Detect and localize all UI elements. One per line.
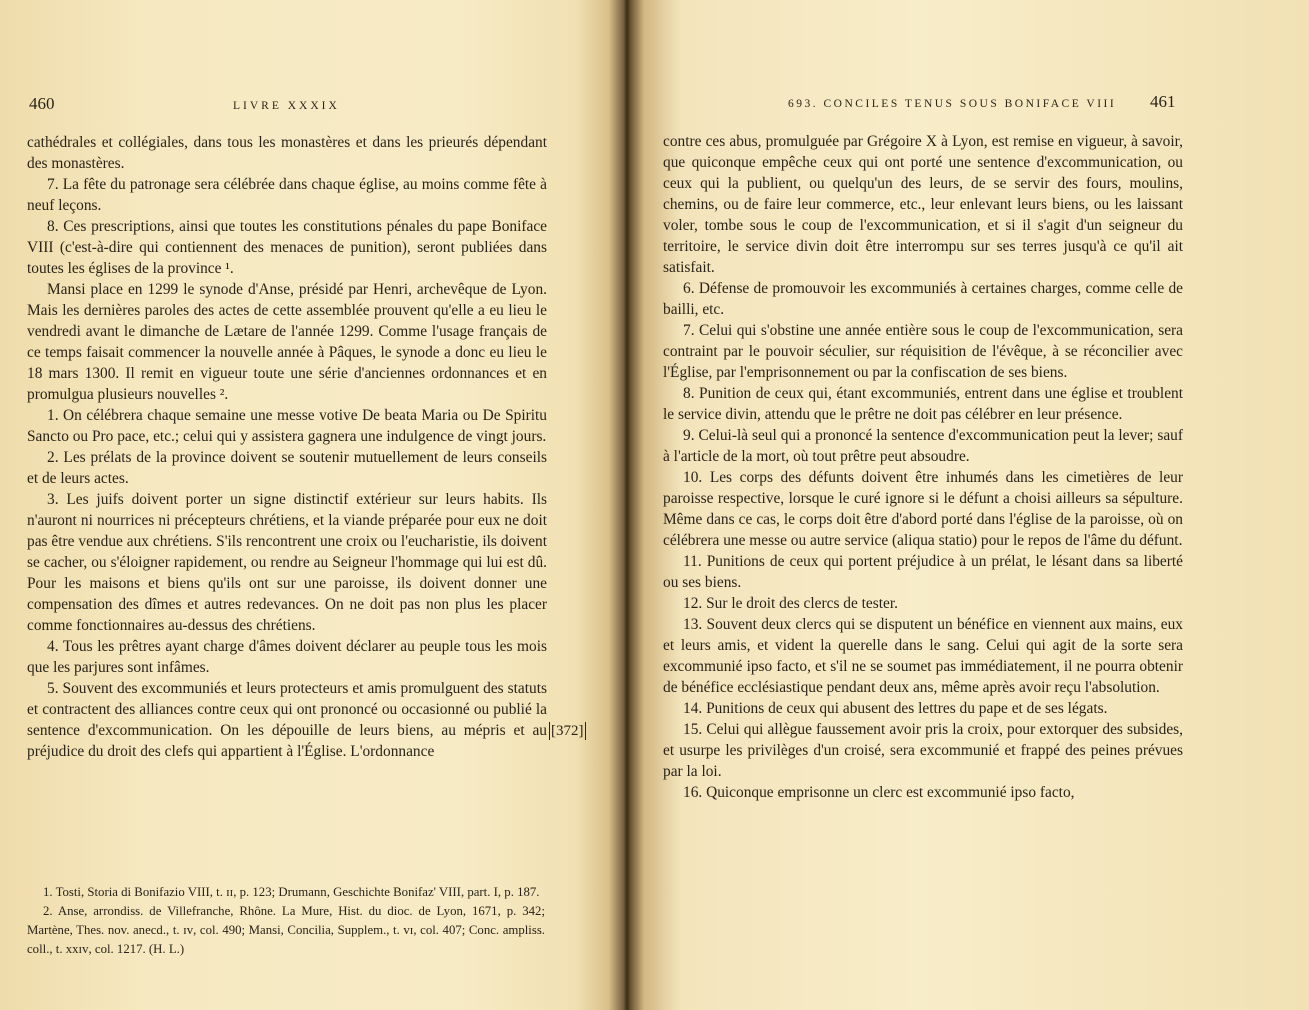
page-body xyxy=(27,132,547,762)
paragraph: 1. On célébrera chaque semaine une messe votive De beata Maria ou De Spiritu Sancto ou Pro pace, etc.; celui qui y assistera gagnera une indulgence de vingt jours. xyxy=(27,407,547,445)
paragraph: 7. La fête du patronage sera célébrée dans chaque église, au moins comme fête à neuf leçons. xyxy=(27,176,547,214)
footnotes xyxy=(27,883,545,959)
paragraph: contre ces abus, promulguée par Grégoire X à Lyon, est remise en vigueur, à savoir, que quiconque empêche ceux qui ont porté une sentence d'excommunication, ou ceux qui la publient, ou quelqu'un des leurs, de se servir des fours, moulins, chemins, ou de faire leur commerce, etc., leur enlevant leurs biens, ou les laissant voler, tombe sous le coup de l'excommunication, et si il s'agit d'un seigneur du territoire, le service divin doit être interrompu sur ses terres jusqu'à ce qu'il ait satisfait. xyxy=(663,133,1183,276)
paragraph: 8. Ces prescriptions, ainsi que toutes les constitutions pénales du pape Boniface VIII (c'est-à-dire qui contiennent des menaces de punition), seront publiées dans toutes les églises de la province ¹. xyxy=(27,218,547,277)
paragraph: 12. Sur le droit des clercs de tester. xyxy=(683,595,898,612)
paragraph: 14. Punitions de ceux qui abusent des lettres du pape et de ses légats. xyxy=(683,700,1108,717)
paragraph: 4. Tous les prêtres ayant charge d'âmes doivent déclarer au peuple tous les mois que les parjures sont infâmes. xyxy=(27,638,547,676)
paragraph: 3. Les juifs doivent porter un signe distinctif extérieur sur leurs habits. Ils n'auront ni nourrices ni précepteurs chrétiens, et la viande préparée pour eux ne doit pas être vendue aux chrétiens. S'ils rencontrent une croix ou l'eucharistie, ils doivent se cacher, ou s'éloigner rapidement, ou rendre au Seigneur l'hommage qui lui est dû. Pour les maisons et biens qu'ils ont sur une paroisse, ils doivent donner une compensation des dîmes et autres redevances. On ne doit pas non plus les placer comme fonctionnaires au-dessus des chrétiens. xyxy=(27,491,547,634)
paragraph: 11. Punitions de ceux qui portent préjudice à un prélat, le lésant dans sa liberté ou ses biens. xyxy=(663,553,1183,591)
paragraph: 6. Défense de promouvoir les excommuniés à certaines charges, comme celle de bailli, etc. xyxy=(663,280,1183,318)
paragraph: 13. Souvent deux clercs qui se disputent un bénéfice en viennent aux mains, eux et leurs amis, et vident la querelle dans le sang. Celui qui agit de la sorte sera excommunié ipso facto, et s'il ne se soumet pas immédiatement, il ne pourra obtenir de bénéfice ecclésiastique pendant deux ans, même après avoir reçu l'absolution. xyxy=(663,616,1183,696)
running-head: 693. CONCILES TENUS SOUS BONIFACE VIII xyxy=(788,98,1117,110)
paragraph: 9. Celui-là seul qui a prononcé la sentence d'excommunication peut la lever; sauf à l'article de la mort, où tout prêtre peut absoudre. xyxy=(663,427,1183,465)
footnote: 2. Anse, arrondiss. de Villefranche, Rhône. La Mure, Hist. du dioc. de Lyon, 1671, p. 342; Martène, Thes. nov. anecd., t. ɪᴠ, col. 490; Mansi, Concilia, Supplem., t. ᴠɪ, col. 407; Conc. ampliss. coll., t. xxɪᴠ, col. 1217. (H. L.) xyxy=(27,904,545,956)
paragraph: cathédrales et collégiales, dans tous les monastères et dans les prieurés dépendant des monastères. xyxy=(27,134,547,172)
right-page xyxy=(620,0,1309,1010)
paragraph: 15. Celui qui allègue faussement avoir pris la croix, pour extorquer des subsides, et usurpe les privilèges d'un croisé, sera excommunié et frappé des peines prévues par la loi. xyxy=(663,721,1183,780)
paragraph: 7. Celui qui s'obstine une année entière sous le coup de l'excommunication, sera contraint par le pouvoir séculier, sur réquisition de l'évêque, à se réconcilier avec l'Église, par l'emprisonnement ou par la confiscation de ses biens. xyxy=(663,322,1183,381)
paragraph: 2. Les prélats de la province doivent se soutenir mutuellement de leurs conseils et de leurs actes. xyxy=(27,449,547,487)
margin-page-marker: [372] xyxy=(551,723,584,739)
footnote: 1. Tosti, Storia di Bonifazio VIII, t. ɪɪ, p. 123; Drumann, Geschichte Bonifaz' VIII, part. I, p. 187. xyxy=(43,885,540,899)
page-body xyxy=(663,131,1183,803)
page-number: 460 xyxy=(29,94,55,113)
paragraph: 5. Souvent des excommuniés et leurs protecteurs et amis promulguent des statuts et contractent des alliances contre ceux qui ont prononcé ou occasionné ou publié la sentence d'excommunication. On les dépouille de leurs biens, au mépris et au préjudice du droit des clefs qui appartient à l'Église. L'ordonnance xyxy=(27,680,547,760)
paragraph: 10. Les corps des défunts doivent être inhumés dans les cimetières de leur paroisse respective, lorsque le curé ignore si le défunt a choisi ailleurs sa sépulture. Même dans ce cas, le corps doit être d'abord porté dans l'église de la paroisse, où on célébrera une messe ou autre service (aliqua statio) pour le repos de l'âme du défunt. xyxy=(663,469,1183,549)
paragraph: 8. Punition de ceux qui, étant excommuniés, entrent dans une église et troublent le service divin, attendu que le prêtre ne doit pas célébrer en leur présence. xyxy=(663,385,1183,423)
paragraph: 16. Quiconque emprisonne un clerc est excommunié ipso facto, xyxy=(683,784,1075,801)
paragraph: Mansi place en 1299 le synode d'Anse, présidé par Henri, archevêque de Lyon. Mais les dernières paroles des actes de cette assemblée prouvent qu'elle a eu lieu le vendredi avant le dimanche de Lætare de l'année 1299. Comme l'usage français de ce temps faisait commencer la nouvelle année à Pâques, le synode a donc eu lieu le 18 mars 1300. Il remit en vigueur toute une série d'anciennes ordonnances et en promulgua plusieurs nouvelles ². xyxy=(27,281,547,403)
running-head: LIVRE XXXIX xyxy=(233,100,340,112)
left-page xyxy=(0,0,585,1010)
page-number: 461 xyxy=(1150,92,1176,111)
